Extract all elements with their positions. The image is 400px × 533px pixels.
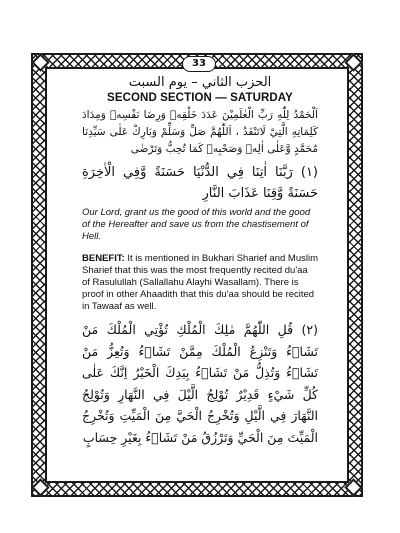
benefit-paragraph xyxy=(82,253,318,313)
page-content xyxy=(82,74,318,448)
arabic-section-heading: الحزب الثاني – يوم السبت xyxy=(128,75,272,90)
page-number: 33 xyxy=(182,56,216,72)
arabic-opening-praise: اَلْحَمْدُ لِلّٰهِ رَبِّ الْعٰلَمِيْنَ عَدَدَ خَلْقِهٖ وَرِضَا نَفْسِهٖ وَمِدَادَ كَلِمَاتِهِ الَّتِيْ لَاتَنْفَدُ ، اَللّٰهُمَّ صَلِّ وَسَلِّمْ وَبَارِكْ عَلٰى سَيِّدِنَا مُحَمَّدٍ وَّعَلٰى اٰلِهٖ وَصَحْبِهٖ كَمَا تُحِبُّ وَتَرْضٰى xyxy=(82,109,318,155)
benefit-text: It is mentioned in Bukhari Sharief and Muslim Sharief that this was the most frequently recited du'aa of Rasulullah (Sallallahu Alayhi Wasallam). There is proof in other Ahaadith that this du'aa should be recited in Tawaaf as well. xyxy=(82,253,319,312)
section-heading: SECOND SECTION — SATURDAY xyxy=(107,92,293,104)
benefit-label: BENEFIT: xyxy=(82,253,125,264)
dua-1-translation: Our Lord, grant us the good of this world and the good of the Hereafter and save us from the chastisement of Hell. xyxy=(82,207,311,242)
dua-1-arabic: (١) رَبَّنَا اٰتِنَا فِي الدُّنْيَا حَسَنَةً وَّفِي الْاٰخِرَةِ حَسَنَةً وَّقِنَا عَذَابَ النَّارِ xyxy=(82,165,318,201)
dua-2-arabic: (٢) قُلِ اللّٰهُمَّ مٰلِكَ الْمُلْكِ تُؤْتِي الْمُلْكَ مَنْ تَشَاۤءُ وَتَنْزِعُ الْمُلْكَ مِمَّنْ تَشَاۤءُ وَتُعِزُّ مَنْ تَشَاۤءُ وَتُذِلُّ مَنْ تَشَاۤءُ بِيَدِكَ الْخَيْرُ اِنَّكَ عَلٰى كُلِّ شَيْءٍ قَدِيْرٌ تُوْلِجُ الَّيْلَ فِي النَّهَارِ وَتُوْلِجُ النَّهَارَ فِي الَّيْلِ وَتُخْرِجُ الْحَيَّ مِنَ الْمَيِّتِ وَتُخْرِجُ الْمَيِّتَ مِنَ الْحَيِّ وَتَرْزُقُ مَنْ تَشَاۤءُ بِغَيْرِ حِسَابٍ xyxy=(82,322,318,445)
